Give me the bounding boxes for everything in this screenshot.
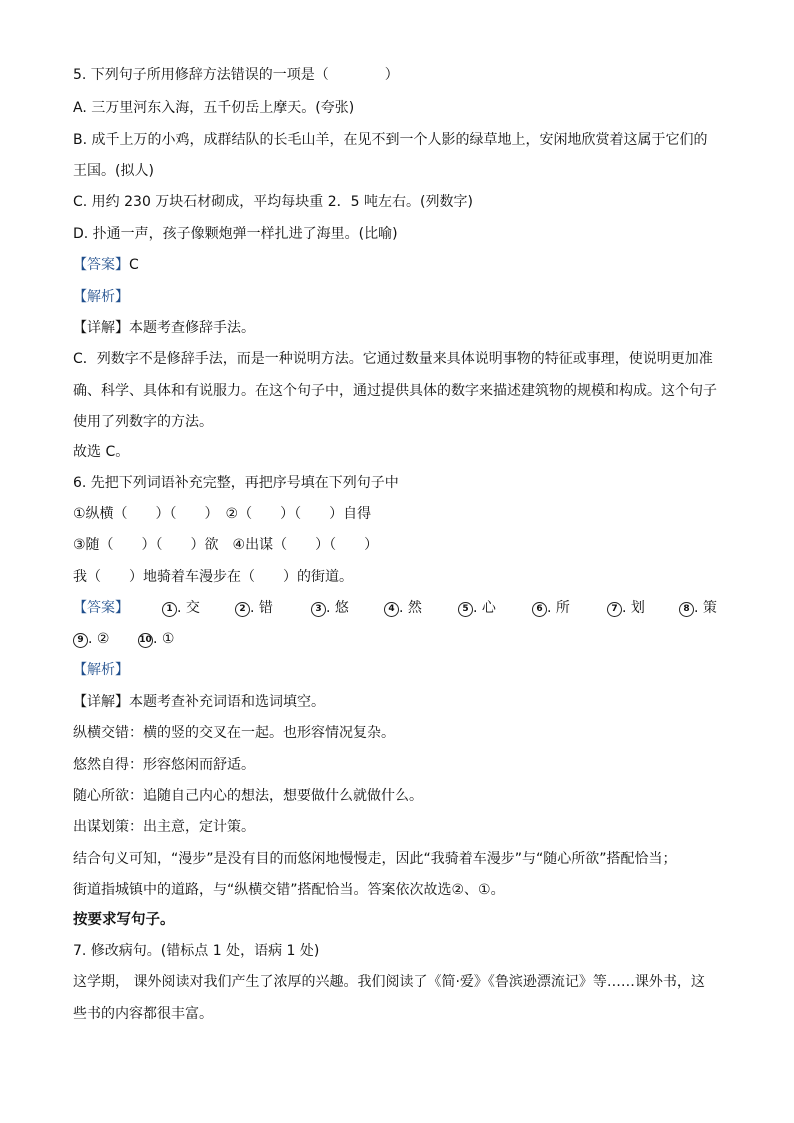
answer-text: . 所 xyxy=(547,600,570,616)
q6-detail xyxy=(73,693,734,711)
q6-row3: 我（ ）地骑着车漫步在（ ）的街道。 xyxy=(73,569,353,585)
q6-definition-2: 悠然自得：形容悠闲而舒适。 xyxy=(73,757,255,773)
q5-explanation-line1: C．列数字不是修辞手法，而是一种说明方法。它通过数量来具体说明事物的特征或事理，使说明更加准 xyxy=(73,351,713,367)
detail-text: 本题考查修辞手法。 xyxy=(129,320,255,336)
answer-text: . ② xyxy=(88,631,110,647)
answer-number: 9 xyxy=(73,633,88,648)
q5-explanation-line3: 使用了列数字的方法。 xyxy=(73,414,213,430)
answer-item xyxy=(162,599,200,617)
answer-item xyxy=(607,599,645,617)
q7-text-line2: 些书的内容都很丰富。 xyxy=(73,1006,213,1022)
q6-definition-4: 出谋划策：出主意，定计策。 xyxy=(73,819,255,835)
answer-label: 【答案】 xyxy=(73,600,129,616)
q5-option-b-line2: 王国。(拟人) xyxy=(73,163,154,179)
answer-item xyxy=(532,599,570,617)
q5-option-a: A. 三万里河东入海，五千仞岳上摩天。(夸张) xyxy=(73,100,355,116)
q5-option-c: C. 用约 230 万块石材砌成，平均每块重 2．5 吨左右。(列数字) xyxy=(73,194,473,210)
answer-number: 2 xyxy=(235,602,250,617)
answer-number: 3 xyxy=(311,602,326,617)
q6-analysis-label: 【解析】 xyxy=(73,662,129,678)
answer-item xyxy=(458,599,496,617)
q5-option-d: D. 扑通一声，孩子像颗炮弹一样扎进了海里。(比喻) xyxy=(73,226,398,242)
answer-number: 6 xyxy=(532,602,547,617)
answer-number: 10 xyxy=(138,633,153,648)
q5-detail xyxy=(73,319,734,337)
q5-explanation-line2: 确、科学、具体和有说服力。在这个句子中，通过提供具体的数字来描述建筑物的规模和构成。这个句子 xyxy=(73,383,717,399)
answer-text: . ① xyxy=(153,631,175,647)
answer-item xyxy=(73,630,109,648)
answer-value: C xyxy=(129,257,139,273)
answer-text: . 然 xyxy=(399,600,422,616)
q5-option-b-line1: B. 成千上万的小鸡，成群结队的长毛山羊，在见不到一个人影的绿草地上，安闲地欣赏着这属于它们的 xyxy=(73,132,708,148)
answer-label: 【答案】 xyxy=(73,257,129,273)
answer-text: . 交 xyxy=(177,600,200,616)
detail-label: 【详解】 xyxy=(73,320,129,336)
q6-stem: 6. 先把下列词语补充完整，再把序号填在下列句子中 xyxy=(73,475,399,491)
answer-number: 5 xyxy=(458,602,473,617)
answer-item xyxy=(235,599,273,617)
answer-text: . 策 xyxy=(694,600,717,616)
q5-stem: 5. 下列句子所用修辞方法错误的一项是（ ） xyxy=(73,67,399,83)
q6-answer-row1 xyxy=(73,599,734,617)
answer-number: 4 xyxy=(384,602,399,617)
q6-definition-1: 纵横交错：横的竖的交叉在一起。也形容情况复杂。 xyxy=(73,725,395,741)
q6-definition-3: 随心所欲：追随自己内心的想法，想要做什么就做什么。 xyxy=(73,788,423,804)
detail-label: 【详解】 xyxy=(73,694,129,710)
answer-item xyxy=(138,630,174,648)
answer-number: 7 xyxy=(607,602,622,617)
q6-explanation-line2: 街道指城镇中的道路，与“纵横交错”搭配恰当。答案依次故选②、①。 xyxy=(73,882,505,898)
answer-text: . 错 xyxy=(250,600,273,616)
answer-item xyxy=(384,599,422,617)
q7-text-line1: 这学期， 课外阅读对我们产生了浓厚的兴趣。我们阅读了《简·爱》《鲁滨逊漂流记》等……课外书，这 xyxy=(73,974,705,990)
q5-answer xyxy=(73,256,734,274)
answer-text: . 悠 xyxy=(326,600,349,616)
q7-stem: 7. 修改病句。(错标点 1 处，语病 1 处) xyxy=(73,943,320,959)
detail-text: 本题考查补充词语和选词填空。 xyxy=(129,694,325,710)
answer-text: . 划 xyxy=(622,600,645,616)
answer-item xyxy=(679,599,717,617)
q6-row1: ①纵横（ ）（ ） ②（ ）（ ）自得 xyxy=(73,506,372,522)
answer-number: 1 xyxy=(162,602,177,617)
q6-row2: ③随（ ）（ ）欲 ④出谋（ ）（ ） xyxy=(73,537,379,553)
q5-conclusion: 故选 C。 xyxy=(73,444,130,460)
answer-number: 8 xyxy=(679,602,694,617)
section-heading: 按要求写句子。 xyxy=(73,912,175,928)
answer-text: . 心 xyxy=(473,600,496,616)
q6-explanation-line1: 结合句义可知，“漫步”是没有目的而悠闲地慢慢走，因此“我骑着车漫步”与“随心所欲”搭配恰当； xyxy=(73,851,677,867)
q5-analysis-label: 【解析】 xyxy=(73,289,129,305)
answer-item xyxy=(311,599,349,617)
